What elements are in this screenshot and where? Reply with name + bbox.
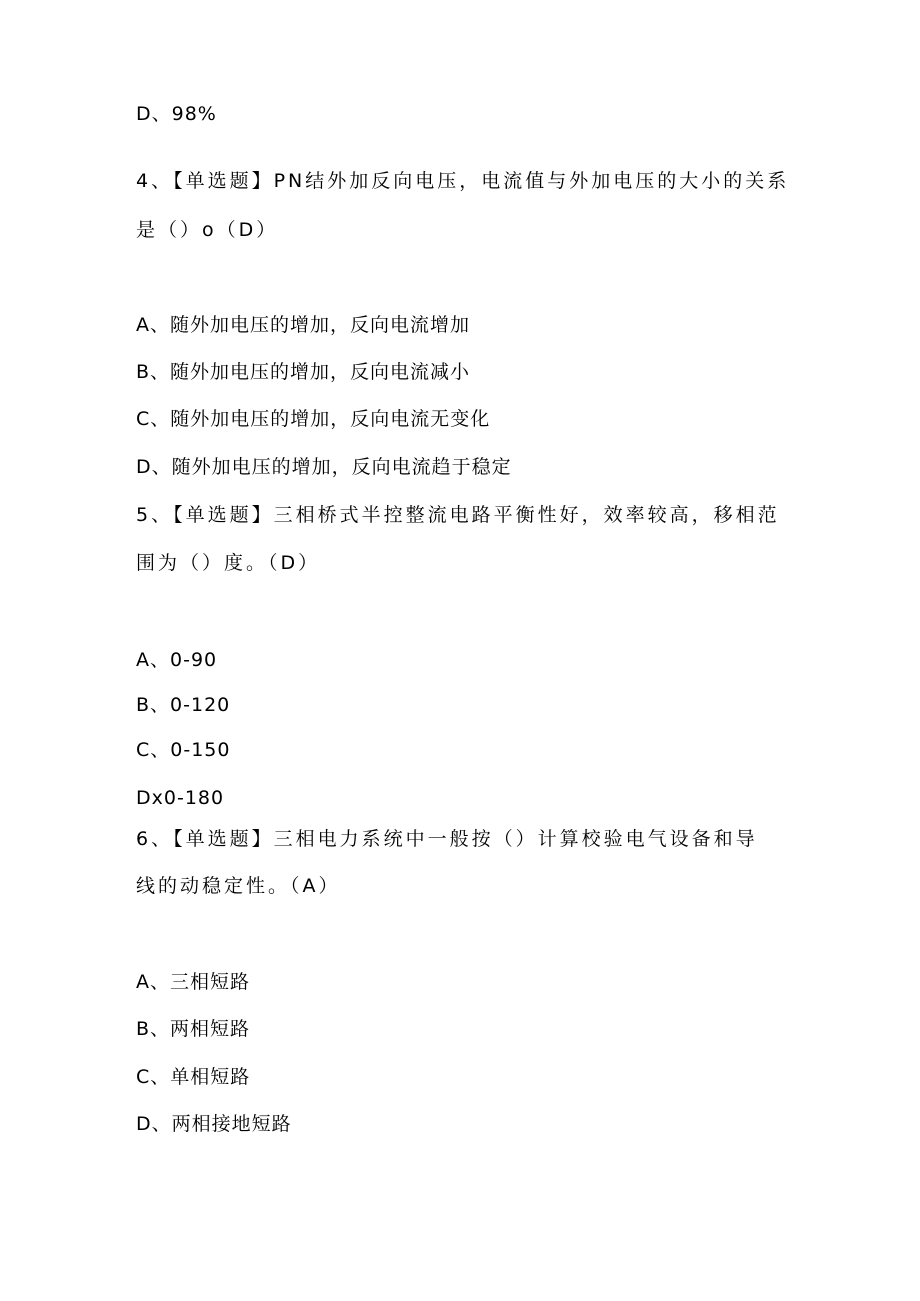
question-4-stem-line-1: 4、【单选题】PN结外加反向电压，电流值与外加电压的大小的关系 <box>136 170 790 192</box>
question-6-option-d: D、两相接地短路 <box>136 1113 292 1135</box>
question-4-option-b: B、随外加电压的增加，反向电流减小 <box>136 361 471 383</box>
question-4-stem-line-2: 是（）o（D） <box>136 219 279 241</box>
question-5-stem-line-1: 5、【单选题】三相桥式半控整流电路平衡性好，效率较高，移相范 <box>136 504 780 526</box>
question-4-option-c: C、随外加电压的增加，反向电流无变化 <box>136 408 491 430</box>
question-5-option-d: Dx0-180 <box>136 787 225 809</box>
question-6-option-c: C、单相短路 <box>136 1066 251 1088</box>
question-5-stem-line-2: 围为（）度。（D） <box>136 552 321 574</box>
question-5-option-b: B、0-120 <box>136 694 231 716</box>
question-6-stem-line-2: 线的动稳定性。（A） <box>136 875 341 897</box>
question-4-option-d: D、随外加电压的增加，反向电流趋于稳定 <box>136 456 512 478</box>
question-6-option-a: A、三相短路 <box>136 971 250 993</box>
question-6-stem-line-1: 6、【单选题】三相电力系统中一般按（）计算校验电气设备和导 <box>136 828 758 850</box>
question-4-option-a: A、随外加电压的增加，反向电流增加 <box>136 314 470 336</box>
question-6-option-b: B、两相短路 <box>136 1018 251 1040</box>
option-d-previous: D、98% <box>136 103 217 125</box>
question-5-option-a: A、0-90 <box>136 649 218 671</box>
question-5-option-c: C、0-150 <box>136 739 231 761</box>
